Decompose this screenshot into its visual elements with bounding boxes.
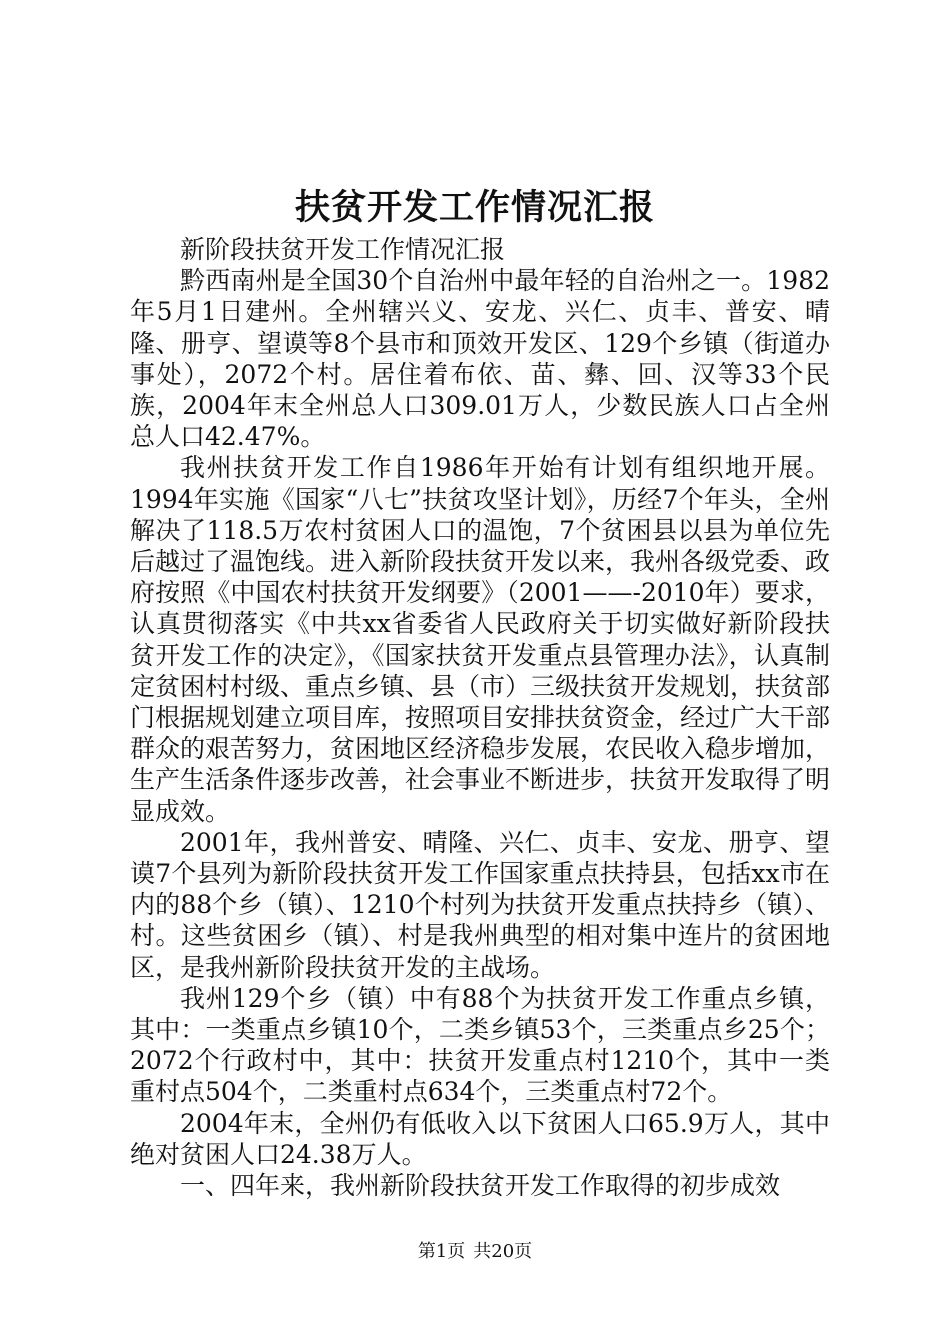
document-body — [130, 234, 830, 1201]
paragraph-overview: 黔西南州是全国30个自治州中最年轻的自治州之一。1982年5月1日建州。全州辖兴义、安龙、兴仁、贞丰、普安、晴隆、册亨、望谟等8个县市和顶效开发区、129个乡镇（街道办事处），2072个村。居住着布依、苗、彝、回、汉等33个民族，2004年末全州总人口309.01万人，少数民族人口占全州总人口42.47%。 — [130, 266, 830, 452]
paragraph-poverty-population: 2004年末，全州仍有低收入以下贫困人口65.9万人，其中绝对贫困人口24.38万人。 — [130, 1108, 830, 1169]
page-total: 共20页 — [473, 1241, 533, 1262]
paragraph-key-counties: 2001年，我州普安、晴隆、兴仁、贞丰、安龙、册亨、望谟7个县列为新阶段扶贫开发工作国家重点扶持县，包括xx市在内的88个乡（镇）、1210个村列为扶贫开发重点扶持乡（镇）、村。这些贫困乡（镇）、村是我州典型的相对集中连片的贫困地区，是我州新阶段扶贫开发的主战场。 — [130, 827, 830, 982]
paragraph-subtitle: 新阶段扶贫开发工作情况汇报 — [180, 235, 506, 264]
page-number: 第1页 — [417, 1241, 466, 1262]
page-title: 扶贫开发工作情况汇报 — [294, 187, 655, 228]
paragraph-history: 我州扶贫开发工作自1986年开始有计划有组织地开展。1994年实施《国家“八七”扶贫攻坚计划》，历经7个年头，全州解决了118.5万农村贫困人口的温饱，7个贫困县以县为单位先后越过了温饱线。进入新阶段扶贫开发以来，我州各级党委、政府按照《中国农村扶贫开发纲要》（2001——-2010年）要求，认真贯彻落实《中共xx省委省人民政府关于切实做好新阶段扶贫开发工作的决定》，《国家扶贫开发重点县管理办法》，认真制定贫困村村级、重点乡镇、县（市）三级扶贫开发规划，扶贫部门根据规划建立项目库，按照项目安排扶贫资金，经过广大干部群众的艰苦努力，贫困地区经济稳步发展，农民收入稳步增加，生产生活条件逐步改善，社会事业不断进步，扶贫开发取得了明显成效。 — [130, 453, 831, 826]
section-heading-achievements: 一、四年来，我州新阶段扶贫开发工作取得的初步成效 — [180, 1171, 781, 1201]
paragraph-key-townships: 我州129个乡（镇）中有88个为扶贫开发工作重点乡镇，其中：一类重点乡镇10个，二类乡镇53个，三类重点乡25个；2072个行政村中，其中：扶贫开发重点村1210个，其中一类重村点504个，二类重村点634个，三类重点村72个。 — [130, 983, 830, 1107]
page-footer — [0, 1240, 950, 1264]
